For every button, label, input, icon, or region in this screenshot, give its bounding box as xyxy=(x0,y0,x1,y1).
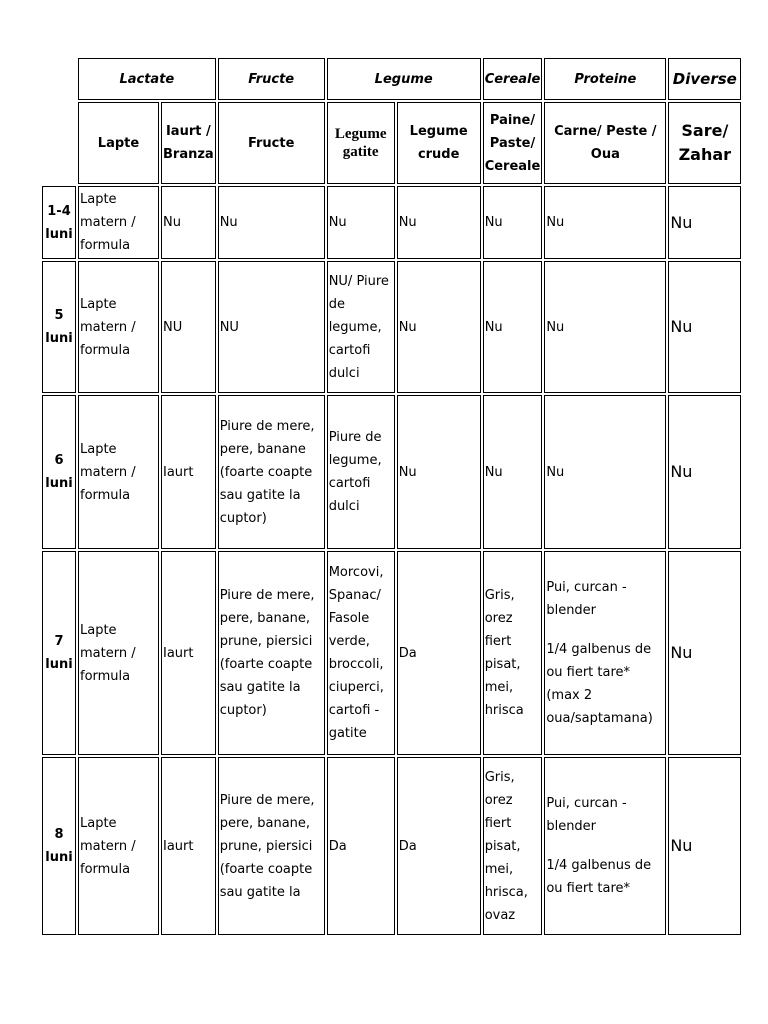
subheader-legume-crude: Legume crude xyxy=(397,102,481,184)
subheader-cereale: Paine/ Paste/ Cereale xyxy=(483,102,543,184)
iaurt-cell: Iaurt xyxy=(161,551,216,755)
iaurt-cell: Iaurt xyxy=(161,395,216,549)
legume-gatite-cell: Piure de legume, cartofi dulci xyxy=(327,395,395,549)
cereale-cell: Nu xyxy=(483,261,543,393)
cereale-cell: Nu xyxy=(483,186,543,259)
subheader-legume-gatite: Legume gatite xyxy=(327,102,395,184)
legume-crude-cell: Da xyxy=(397,551,481,755)
proteine-text-2: 1/4 galbenus de ou fiert tare* xyxy=(546,858,652,896)
fructe-cell: Piure de mere, pere, banane, prune, piersici (foarte coapte sau gatite la xyxy=(218,757,325,935)
corner-cell-2 xyxy=(42,102,76,184)
proteine-cell: Nu xyxy=(544,186,666,259)
proteine-cell: Nu xyxy=(544,395,666,549)
lapte-cell: Lapte matern / formula xyxy=(78,186,159,259)
subheader-row xyxy=(42,102,741,184)
category-header-row xyxy=(42,58,741,100)
legume-crude-cell: Da xyxy=(397,757,481,935)
diverse-cell: Nu xyxy=(668,186,741,259)
table-row xyxy=(42,551,741,755)
table-row xyxy=(42,186,741,259)
fructe-cell: Nu xyxy=(218,186,325,259)
lapte-cell: Lapte matern / formula xyxy=(78,395,159,549)
lapte-cell: Lapte matern / formula xyxy=(78,757,159,935)
iaurt-cell: Nu xyxy=(161,186,216,259)
subheader-lapte: Lapte xyxy=(78,102,159,184)
legume-crude-cell: Nu xyxy=(397,395,481,549)
proteine-text-1: Pui, curcan - blender xyxy=(546,796,627,834)
category-fructe: Fructe xyxy=(218,58,325,100)
diverse-cell: Nu xyxy=(668,757,741,935)
age-cell: 5 luni xyxy=(42,261,76,393)
category-cereale: Cereale xyxy=(483,58,543,100)
age-cell: 7 luni xyxy=(42,551,76,755)
iaurt-cell: NU xyxy=(161,261,216,393)
cereale-cell: Gris, orez fiert pisat, mei, hrisca xyxy=(483,551,543,755)
fructe-cell: Piure de mere, pere, banane, prune, piersici (foarte coapte sau gatite la cuptor) xyxy=(218,551,325,755)
legume-gatite-cell: NU/ Piure de legume, cartofi dulci xyxy=(327,261,395,393)
legume-gatite-cell: Nu xyxy=(327,186,395,259)
subheader-diverse: Sare/ Zahar xyxy=(668,102,741,184)
diverse-cell: Nu xyxy=(668,551,741,755)
proteine-cell: Nu xyxy=(544,261,666,393)
proteine-text-2: 1/4 galbenus de ou fiert tare* (max 2 oua/saptamana) xyxy=(546,642,653,726)
subheader-fructe: Fructe xyxy=(218,102,325,184)
cereale-cell: Nu xyxy=(483,395,543,549)
fructe-cell: NU xyxy=(218,261,325,393)
diverse-cell: Nu xyxy=(668,261,741,393)
table-row xyxy=(42,261,741,393)
lapte-cell: Lapte matern / formula xyxy=(78,261,159,393)
table-row xyxy=(42,395,741,549)
proteine-text-1: Pui, curcan - blender xyxy=(546,580,627,618)
proteine-cell xyxy=(544,757,666,935)
corner-cell xyxy=(42,58,76,100)
category-legume: Legume xyxy=(327,58,481,100)
age-cell: 6 luni xyxy=(42,395,76,549)
iaurt-cell: Iaurt xyxy=(161,757,216,935)
food-introduction-table xyxy=(40,56,743,937)
legume-gatite-cell: Morcovi, Spanac/ Fasole verde, broccoli, ciuperci, cartofi - gatite xyxy=(327,551,395,755)
proteine-cell xyxy=(544,551,666,755)
legume-gatite-cell: Da xyxy=(327,757,395,935)
age-cell: 8 luni xyxy=(42,757,76,935)
lapte-cell: Lapte matern / formula xyxy=(78,551,159,755)
cereale-cell: Gris, orez fiert pisat, mei, hrisca, ovaz xyxy=(483,757,543,935)
subheader-proteine: Carne/ Peste / Oua xyxy=(544,102,666,184)
category-diverse: Diverse xyxy=(668,58,741,100)
legume-crude-cell: Nu xyxy=(397,261,481,393)
category-lactate: Lactate xyxy=(78,58,216,100)
diverse-cell: Nu xyxy=(668,395,741,549)
legume-crude-cell: Nu xyxy=(397,186,481,259)
category-proteine: Proteine xyxy=(544,58,666,100)
fructe-cell: Piure de mere, pere, banane (foarte coapte sau gatite la cuptor) xyxy=(218,395,325,549)
subheader-iaurt: Iaurt / Branza xyxy=(161,102,216,184)
table-row xyxy=(42,757,741,935)
age-cell: 1-4 luni xyxy=(42,186,76,259)
